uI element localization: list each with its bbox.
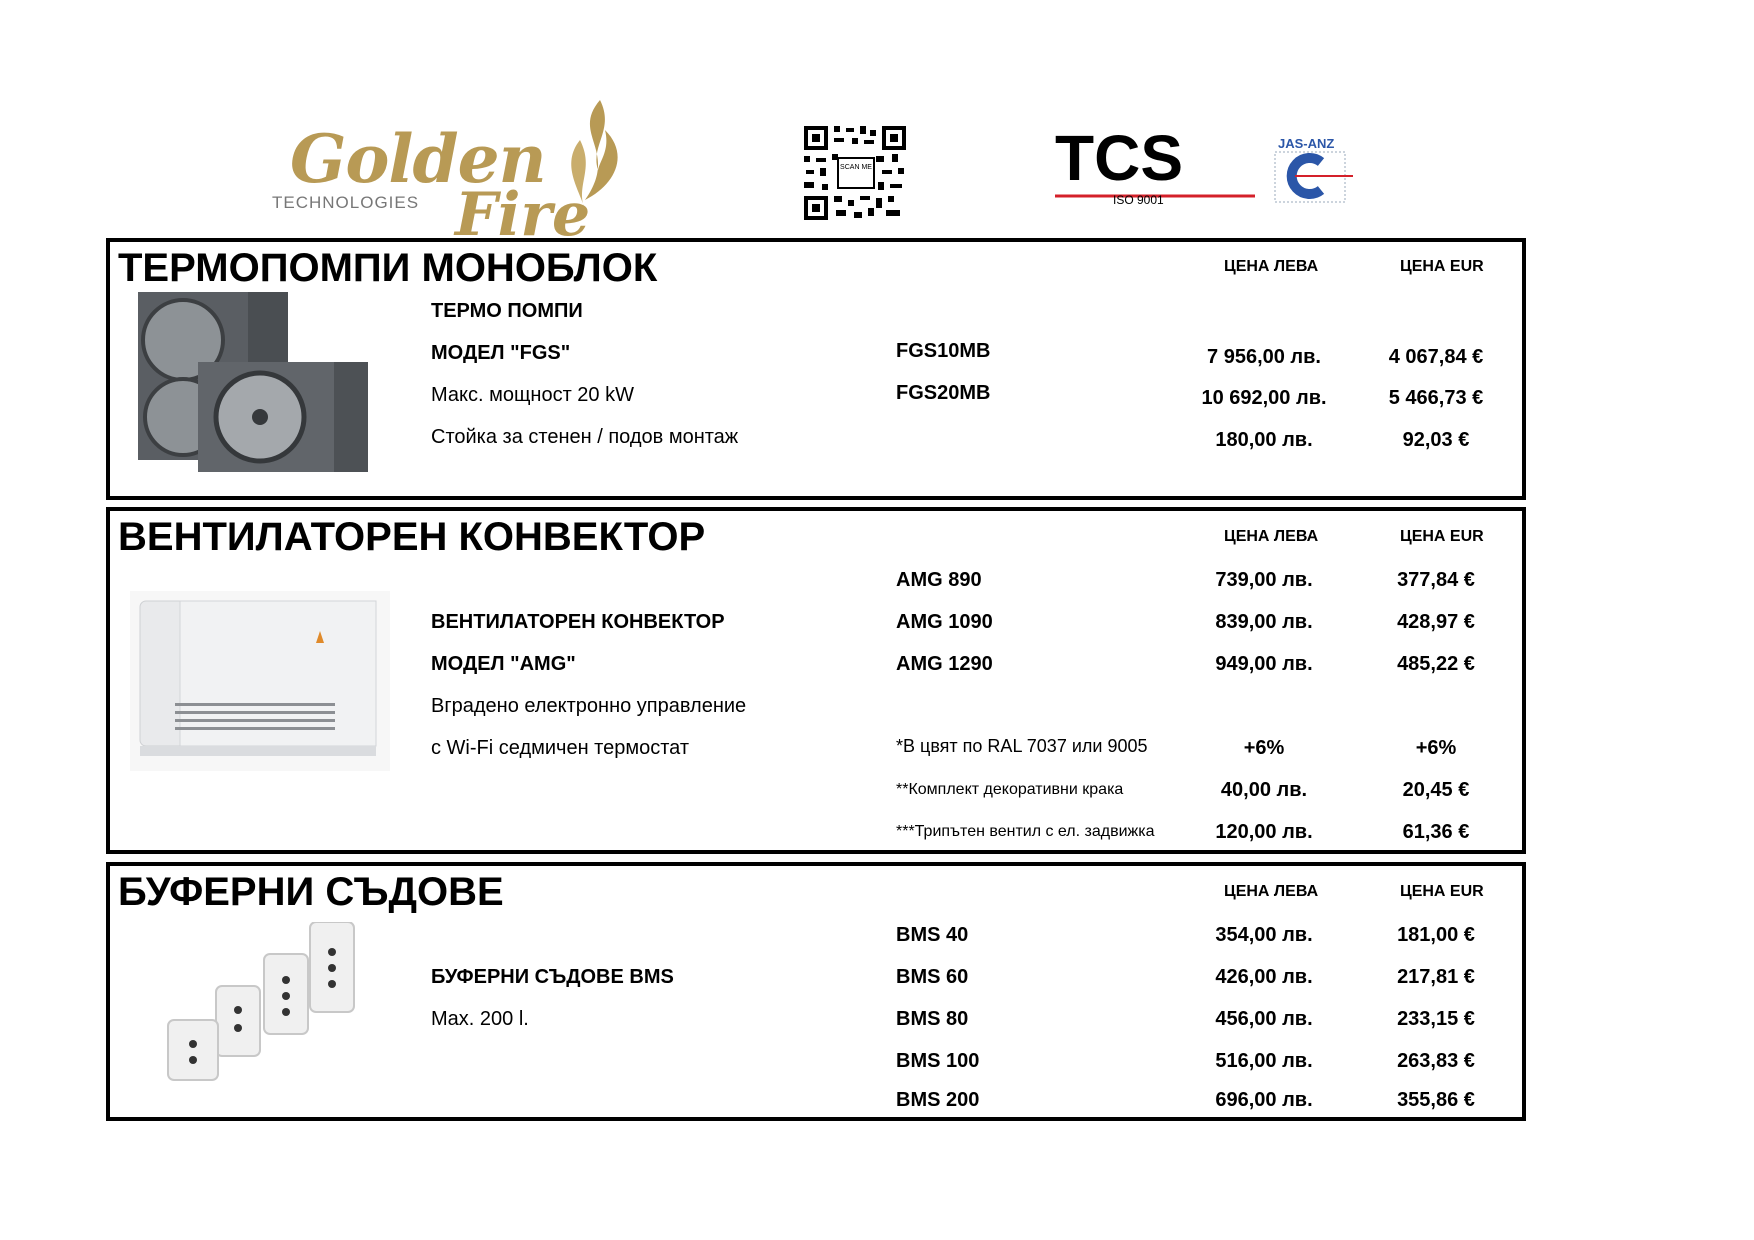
- price-eur-header: ЦЕНА EUR: [1400, 528, 1484, 545]
- price-bgn: 949,00 лв.: [1215, 653, 1313, 675]
- section-title: ТЕРМОПОМПИ МОНОБЛОК: [118, 246, 658, 290]
- desc-line-2: Max. 200 l.: [431, 1008, 529, 1030]
- price-bgn: +6%: [1243, 737, 1285, 759]
- price-eur: 92,03 €: [1402, 429, 1470, 451]
- price-bgn-header: ЦЕНА ЛЕВА: [1224, 883, 1319, 900]
- fan-coil-image: [130, 591, 390, 771]
- section-fan-coil: [106, 507, 1526, 854]
- price-bgn: 120,00 лв.: [1215, 821, 1313, 843]
- desc-line-3: Вградено електронно управление: [431, 695, 747, 717]
- section-title: ВЕНТИЛАТОРЕН КОНВЕКТОР: [118, 515, 706, 559]
- price-bgn: 516,00 лв.: [1215, 1050, 1313, 1072]
- model-bms-100: BMS 100: [896, 1050, 980, 1072]
- desc-line-4: с Wi-Fi седмичен термостат: [431, 737, 690, 759]
- price-eur: 20,45 €: [1402, 779, 1470, 801]
- price-eur: 263,83 €: [1397, 1050, 1475, 1072]
- price-bgn: 456,00 лв.: [1215, 1008, 1313, 1030]
- model-bms-200: BMS 200: [896, 1089, 980, 1111]
- qr-scan-text: SCAN ME: [840, 164, 872, 171]
- model-fgs20mb: FGS20MB: [896, 382, 991, 404]
- desc-line-1: ТЕРМО ПОМПИ: [431, 300, 583, 322]
- golden-fire-logo: [260, 100, 640, 250]
- desc-line-1: ВЕНТИЛАТОРЕН КОНВЕКТОР: [431, 611, 725, 633]
- desc-line-3: Макс. мощност 20 kW: [431, 384, 634, 406]
- section-heat-pumps: [106, 238, 1526, 500]
- logo-technologies-text: TECHNOLOGIES: [272, 193, 420, 212]
- price-bgn: 7 956,00 лв.: [1207, 346, 1321, 368]
- price-eur: 485,22 €: [1397, 653, 1475, 675]
- price-eur: 61,36 €: [1402, 821, 1470, 843]
- model-amg-890: AMG 890: [896, 569, 982, 591]
- price-eur: 4 067,84 €: [1388, 346, 1484, 368]
- tcs-text: TCS: [1055, 128, 1183, 194]
- price-bgn-header: ЦЕНА ЛЕВА: [1224, 528, 1319, 545]
- iso-text: ISO 9001: [1113, 193, 1164, 207]
- model-fgs10mb: FGS10MB: [896, 340, 991, 362]
- desc-line-1: БУФЕРНИ СЪДОВЕ BMS: [431, 966, 674, 988]
- price-eur: 377,84 €: [1397, 569, 1475, 591]
- price-eur: +6%: [1415, 737, 1457, 759]
- tcs-iso-logo: [1055, 128, 1355, 208]
- price-eur: 428,97 €: [1397, 611, 1475, 633]
- section-buffer-tanks: [106, 862, 1526, 1121]
- price-eur: 5 466,73 €: [1388, 387, 1484, 409]
- logo-fire-text: Fire: [455, 180, 591, 250]
- price-eur: 217,81 €: [1397, 966, 1475, 988]
- price-eur: 181,00 €: [1397, 924, 1475, 946]
- price-bgn: 426,00 лв.: [1215, 966, 1313, 988]
- price-bgn: 696,00 лв.: [1215, 1089, 1313, 1111]
- model-amg-1090: AMG 1090: [896, 611, 993, 633]
- model-amg-1290: AMG 1290: [896, 653, 993, 675]
- jas-anz-text: JAS-ANZ: [1278, 136, 1335, 151]
- option-decorative-legs: **Комплект декоративни крака: [896, 781, 1124, 798]
- heat-pump-image: [138, 292, 368, 472]
- section-title: БУФЕРНИ СЪДОВЕ: [118, 870, 504, 914]
- price-eur: 355,86 €: [1397, 1089, 1475, 1111]
- desc-line-4: Стойка за стенен / подов монтаж: [431, 426, 739, 448]
- price-eur: 233,15 €: [1397, 1008, 1475, 1030]
- price-bgn: 839,00 лв.: [1215, 611, 1313, 633]
- qr-code-icon: [802, 124, 908, 222]
- desc-line-2: МОДЕЛ "FGS": [431, 342, 571, 364]
- price-bgn: 354,00 лв.: [1215, 924, 1313, 946]
- price-eur-header: ЦЕНА EUR: [1400, 883, 1484, 900]
- model-bms-80: BMS 80: [896, 1008, 969, 1030]
- price-bgn: 180,00 лв.: [1215, 429, 1313, 451]
- price-bgn: 739,00 лв.: [1215, 569, 1313, 591]
- price-bgn: 10 692,00 лв.: [1201, 387, 1327, 409]
- price-bgn-header: ЦЕНА ЛЕВА: [1224, 258, 1319, 275]
- option-ral-color: *В цвят по RAL 7037 или 9005: [896, 736, 1148, 756]
- logo-golden-text: Golden: [290, 120, 546, 198]
- option-three-way-valve: ***Трипътен вентил с ел. задвижка: [896, 823, 1155, 840]
- buffer-tanks-image: [160, 922, 370, 1092]
- model-bms-40: BMS 40: [896, 924, 969, 946]
- price-bgn: 40,00 лв.: [1220, 779, 1308, 801]
- price-eur-header: ЦЕНА EUR: [1400, 258, 1484, 275]
- model-bms-60: BMS 60: [896, 966, 969, 988]
- desc-line-2: МОДЕЛ "AMG": [431, 653, 576, 675]
